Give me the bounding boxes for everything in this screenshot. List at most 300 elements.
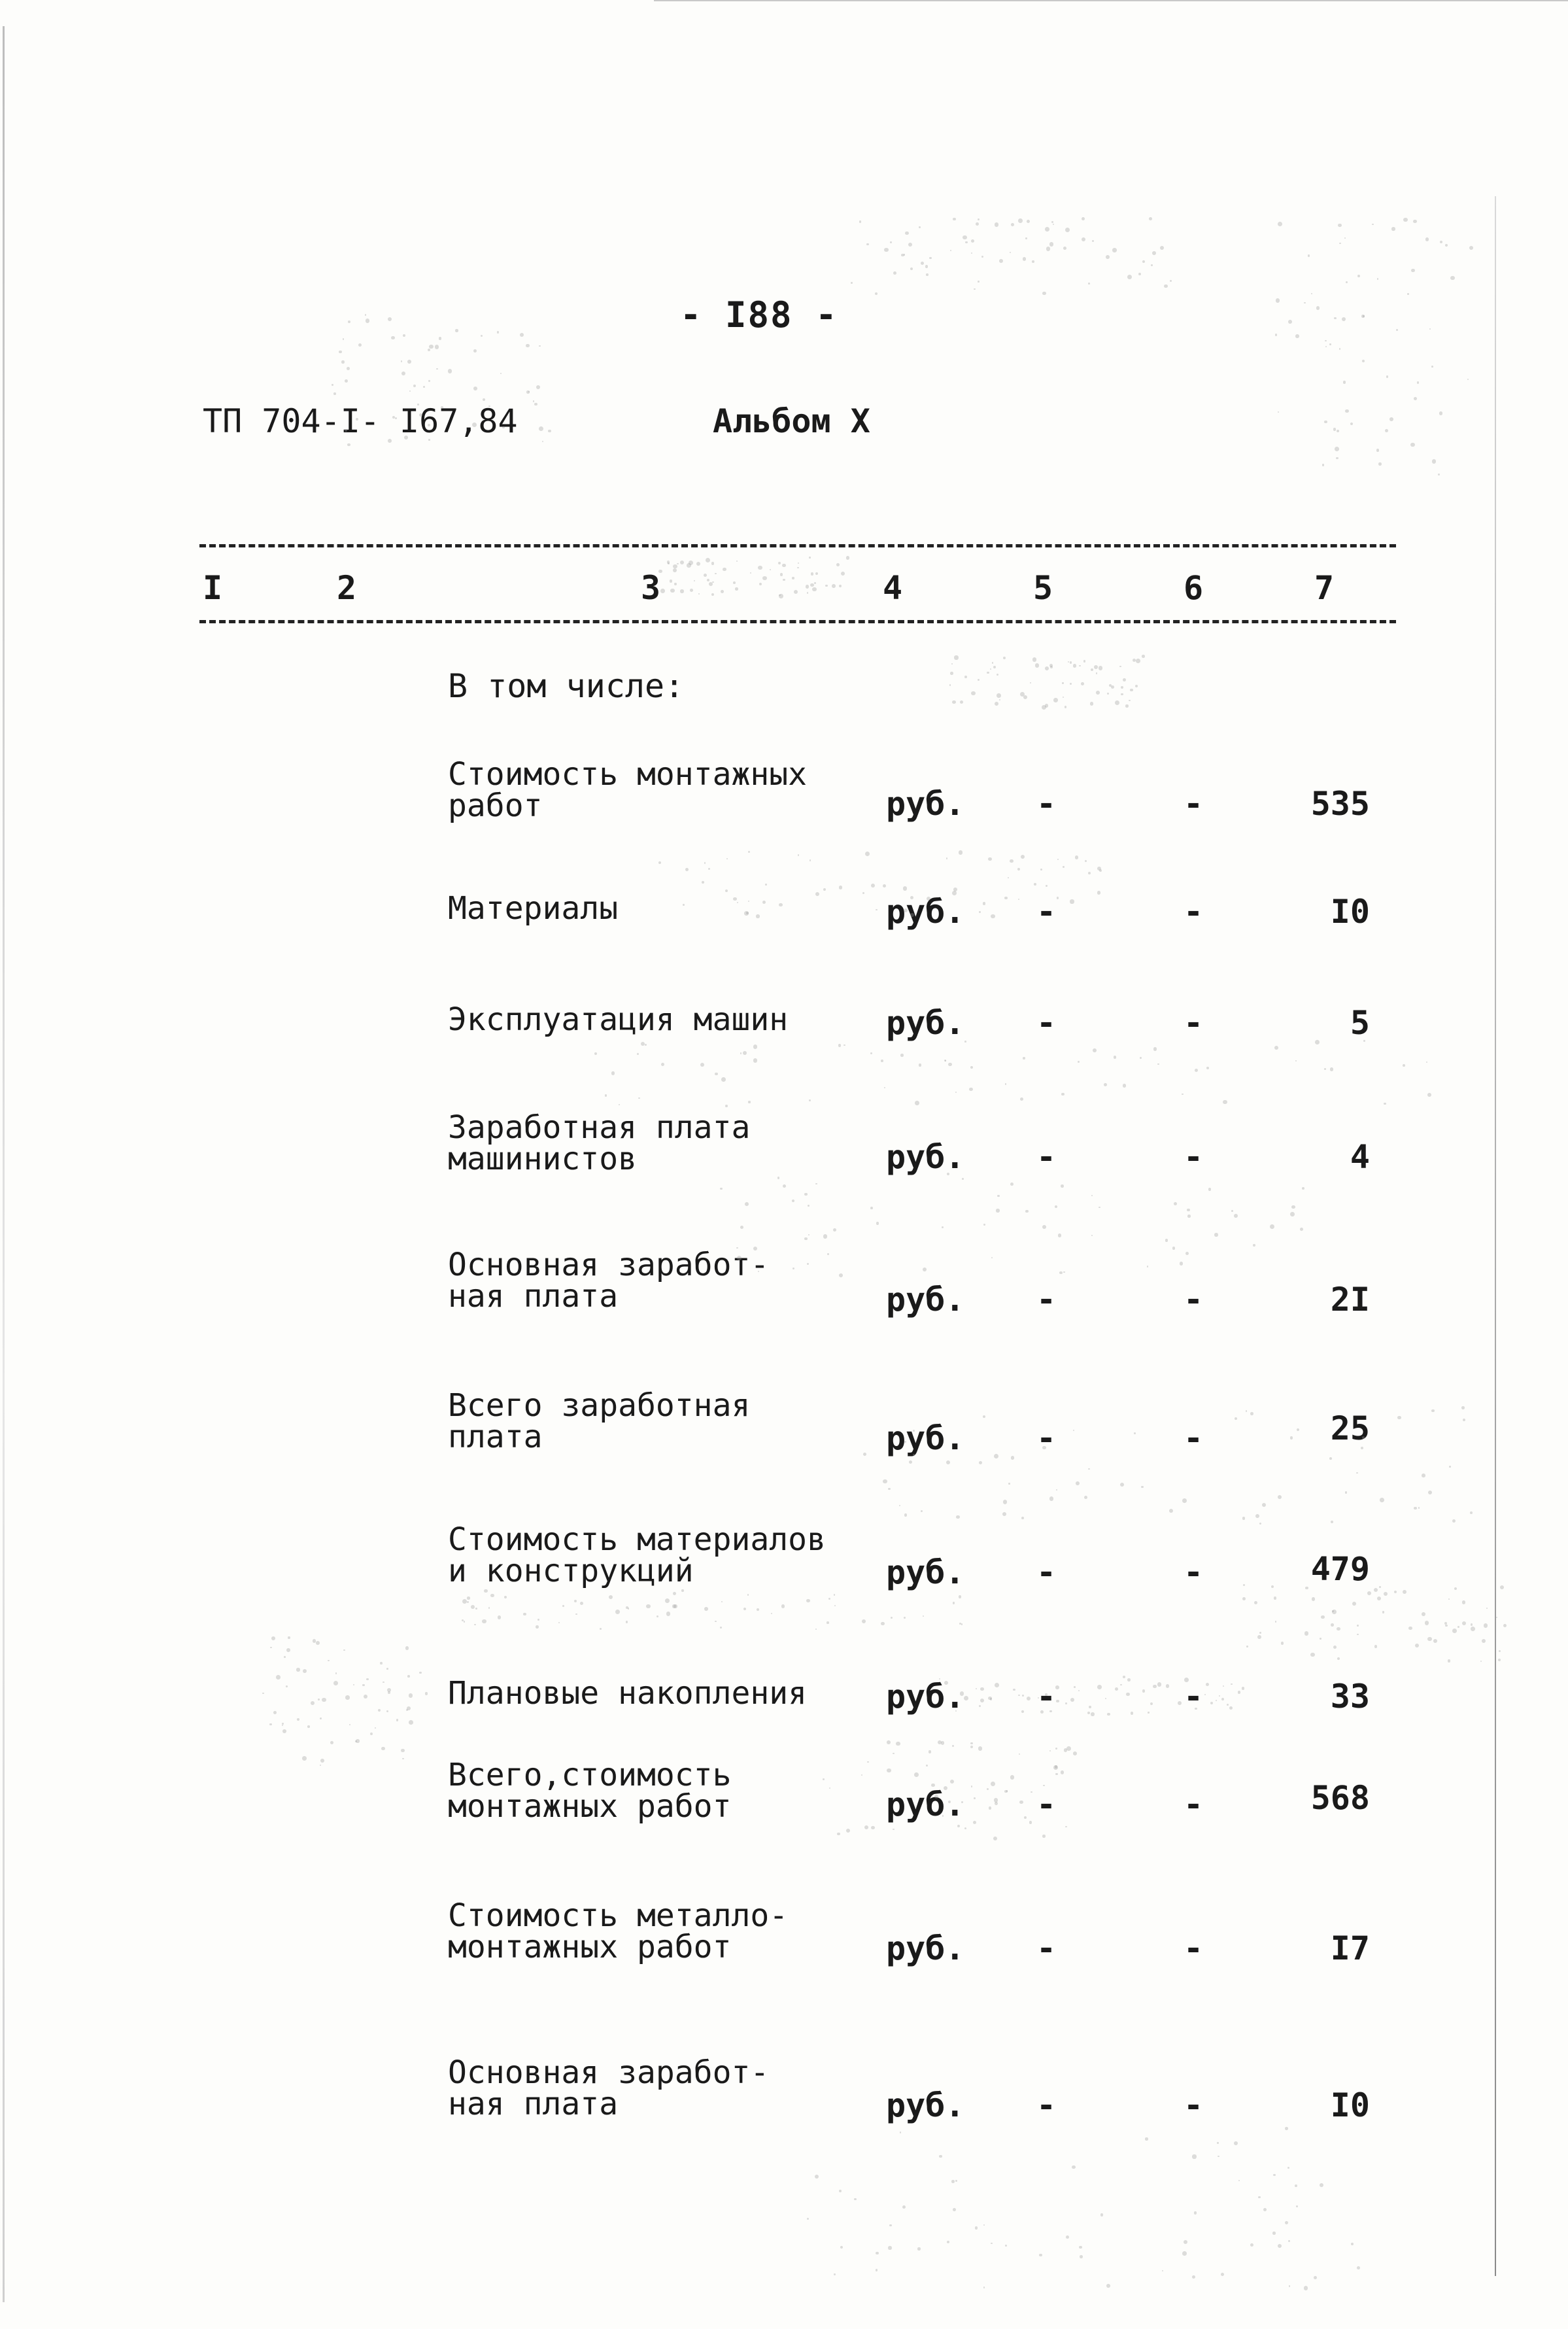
scan-speckle [1223, 1685, 1224, 1687]
scan-speckle [995, 222, 998, 226]
scan-speckle [725, 1105, 728, 1107]
scan-speckle [405, 1646, 409, 1650]
scan-speckle [1427, 1637, 1432, 1642]
scan-speckle [1310, 1653, 1315, 1657]
scan-speckle [1070, 899, 1074, 903]
scan-speckle [1285, 2221, 1288, 2224]
scan-speckle [1057, 859, 1059, 860]
scan-speckle [1278, 2244, 1282, 2248]
scan-speckle [615, 1610, 620, 1614]
scan-speckle [953, 2208, 956, 2211]
scan-speckle [1471, 1627, 1475, 1631]
scan-speckle [1070, 683, 1072, 685]
scan-speckle [407, 1706, 411, 1710]
scan-speckle [1180, 1262, 1183, 1265]
scan-speckle [991, 1782, 995, 1786]
scan-speckle [1214, 1233, 1218, 1236]
scan-speckle [896, 1742, 900, 1746]
scan-speckle [383, 1682, 384, 1683]
scan-speckle [1020, 692, 1025, 697]
scan-speckle [1090, 702, 1093, 705]
row-description: Эксплуатация машин [448, 1001, 789, 1038]
scan-speckle [409, 1720, 413, 1725]
scan-speckle [771, 1613, 772, 1614]
scan-speckle [978, 1746, 982, 1750]
scan-speckle [1130, 689, 1133, 691]
scan-speckle [1498, 1659, 1501, 1661]
scan-speckle [1011, 1456, 1014, 1459]
scan-speckle [498, 1615, 501, 1619]
scan-speckle [1219, 1695, 1221, 1697]
column-header-7: 7 [1314, 569, 1335, 607]
column-header-4: 4 [882, 569, 903, 607]
scan-speckle [1357, 275, 1360, 277]
scan-speckle [611, 1071, 615, 1075]
scan-speckle [947, 2241, 949, 2243]
scan-speckle [670, 579, 673, 583]
scan-speckle [756, 914, 759, 918]
scan-speckle [1151, 264, 1153, 266]
scan-speckle [720, 1627, 722, 1629]
scan-speckle [358, 343, 362, 347]
scan-speckle [965, 241, 967, 243]
scan-speckle [1290, 1212, 1295, 1216]
scan-speckle [1271, 1585, 1274, 1588]
scan-speckle [804, 1237, 807, 1240]
scan-speckle [1049, 1750, 1051, 1752]
scan-speckle [899, 1505, 900, 1506]
row-description: Стоимость металло- монтажных работ [448, 1897, 789, 1965]
row-description: Основная заработ- ная плата [448, 1247, 770, 1315]
scan-speckle [1216, 1700, 1217, 1701]
scan-speckle [1080, 2255, 1083, 2258]
scan-speckle [1088, 872, 1091, 874]
scan-speckle [1499, 1650, 1501, 1652]
scan-speckle [839, 886, 843, 889]
scan-speckle [946, 1460, 951, 1465]
scan-speckle [945, 1060, 946, 1061]
scan-speckle [1081, 682, 1084, 685]
scan-speckle [1448, 1659, 1451, 1663]
scan-speckle [638, 1097, 639, 1099]
scan-speckle [1106, 2284, 1110, 2288]
scan-speckle [1275, 334, 1277, 336]
scan-speckle [997, 674, 998, 676]
scan-speckle [1457, 1626, 1459, 1628]
scan-speckle [1017, 868, 1020, 871]
scan-speckle [983, 1415, 985, 1418]
scan-speckle [575, 1613, 577, 1615]
scan-speckle [409, 1693, 413, 1697]
scan-speckle [343, 338, 344, 339]
scan-speckle [812, 587, 816, 591]
scan-speckle [1078, 1690, 1080, 1691]
scan-speckle [1084, 1496, 1087, 1499]
scan-speckle [978, 281, 980, 283]
scan-speckle [403, 334, 406, 337]
row-col6: - [1183, 785, 1204, 823]
scan-speckle [1019, 1801, 1023, 1804]
scan-speckle [1066, 1746, 1071, 1751]
scan-speckle [1135, 685, 1138, 687]
scan-speckle [891, 1617, 893, 1619]
scan-speckle [1259, 1523, 1261, 1525]
scan-speckle [1140, 1057, 1142, 1059]
scan-speckle [428, 349, 430, 351]
scan-speckle [1345, 409, 1348, 413]
scan-speckle [395, 417, 397, 419]
scan-speckle [747, 1594, 749, 1595]
scan-speckle [1321, 1615, 1325, 1619]
scan-speckle [939, 2155, 942, 2158]
scan-speckle [1046, 247, 1051, 251]
scan-speckle [867, 1761, 869, 1763]
scan-speckle [851, 282, 853, 284]
scan-speckle [1462, 1621, 1466, 1625]
scan-speckle [1407, 293, 1409, 295]
scan-speckle [1469, 246, 1473, 250]
scan-speckle [883, 884, 886, 888]
scan-speckle [1153, 1685, 1157, 1689]
scan-speckle [475, 1608, 477, 1610]
scan-speckle [378, 1709, 381, 1712]
scan-speckle [1336, 457, 1338, 459]
scan-speckle [1097, 867, 1101, 871]
scan-speckle [1187, 1215, 1190, 1217]
scan-speckle [488, 1607, 490, 1609]
scan-speckle [1285, 2127, 1288, 2130]
scan-speckle [914, 1772, 919, 1777]
scan-speckle [1329, 1457, 1332, 1460]
scan-speckle [770, 569, 771, 570]
scan-speckle [1053, 224, 1054, 225]
scan-speckle [1096, 691, 1100, 695]
scan-speckle [1342, 317, 1346, 321]
scan-speckle [471, 1605, 475, 1609]
scan-speckle [841, 572, 845, 576]
scan-speckle [1482, 1639, 1486, 1643]
scan-speckle [1206, 1067, 1209, 1069]
scan-speckle [974, 288, 976, 290]
scan-speckle [1238, 2180, 1240, 2181]
scan-speckle [956, 1515, 960, 1519]
scan-speckle [464, 1621, 466, 1623]
scan-speckle [1049, 242, 1054, 247]
scan-speckle [1023, 1057, 1025, 1060]
scan-speckle [388, 1691, 390, 1694]
scan-speckle [1331, 1521, 1333, 1523]
scan-speckle [1204, 1694, 1206, 1695]
scan-speckle [919, 1063, 921, 1066]
scan-speckle [1311, 293, 1312, 294]
scan-speckle [876, 2269, 878, 2271]
row-description: Основная заработ- ная плата [448, 2054, 770, 2122]
scan-speckle [1454, 1587, 1457, 1590]
scan-speckle [1361, 315, 1364, 317]
scan-speckle [1357, 1634, 1359, 1636]
scan-speckle [1092, 240, 1094, 242]
scan-speckle [307, 1725, 309, 1727]
scan-speckle [808, 1205, 810, 1207]
scan-speckle [375, 1727, 376, 1729]
album-label: Альбом X [713, 402, 870, 440]
scan-speckle [1121, 686, 1123, 689]
scan-speckle [1169, 1509, 1173, 1513]
scan-speckle [1440, 241, 1442, 243]
scan-speckle [273, 1711, 277, 1714]
scan-speckle [1003, 657, 1006, 659]
scan-speckle [743, 1608, 746, 1610]
scan-speckle [1068, 661, 1069, 663]
scan-speckle [1192, 2154, 1196, 2158]
scan-speckle [1274, 1046, 1278, 1050]
scan-speckle [646, 1604, 651, 1609]
scan-speckle [689, 561, 693, 565]
scan-speckle [1152, 251, 1156, 255]
scan-speckle [404, 436, 408, 440]
scan-speckle [539, 426, 543, 431]
scan-speckle [929, 1750, 932, 1753]
row-description: Всего заработная плата [448, 1387, 751, 1455]
scan-speckle [1414, 397, 1417, 400]
scan-speckle [964, 1827, 966, 1829]
scan-speckle [779, 594, 783, 598]
scan-speckle [391, 336, 394, 339]
scan-speckle [1045, 227, 1049, 232]
scan-speckle [953, 888, 957, 891]
scan-speckle [1295, 334, 1299, 338]
scan-speckle [1019, 1753, 1021, 1755]
scan-speckle [1133, 659, 1136, 662]
scan-speckle [919, 226, 920, 228]
scan-speckle [721, 1601, 723, 1602]
scan-speckle [834, 1605, 836, 1606]
scan-speckle [876, 1222, 879, 1225]
scan-speckle [658, 861, 661, 864]
scan-speckle [1157, 1063, 1159, 1065]
scan-speckle [1433, 1639, 1437, 1643]
scan-speckle [609, 1595, 613, 1599]
scan-speckle [262, 1693, 264, 1695]
scan-speckle [1295, 1060, 1297, 1061]
scan-speckle [1238, 1691, 1241, 1694]
scan-speckle [715, 1621, 716, 1622]
scan-speckle [626, 1621, 628, 1623]
scan-speckle [994, 1798, 998, 1802]
scan-speckle [1129, 700, 1131, 702]
scan-speckle [1160, 246, 1164, 250]
scan-speckle [1011, 223, 1014, 226]
scan-speckle [1223, 1100, 1227, 1105]
scan-speckle [902, 2205, 906, 2209]
scan-speckle [952, 700, 955, 704]
scan-speckle [1149, 217, 1152, 220]
scan-speckle [917, 2247, 920, 2250]
scan-speckle [537, 1619, 539, 1621]
scan-speckle [1218, 2156, 1219, 2157]
scan-speckle [562, 1605, 564, 1607]
scan-speckle [1372, 224, 1373, 225]
scan-speckle [1274, 1596, 1277, 1600]
scan-speckle [1297, 1428, 1299, 1431]
scan-speckle [484, 1589, 487, 1593]
scan-speckle [1339, 348, 1341, 350]
scan-speckle [1114, 1056, 1117, 1059]
scan-speckle [473, 349, 477, 353]
scan-speckle [1042, 292, 1046, 296]
scan-speckle [1312, 1597, 1316, 1601]
scan-speckle [355, 1740, 357, 1742]
scan-speckle [318, 1699, 319, 1700]
scan-speckle [951, 663, 953, 665]
scan-speckle [809, 1099, 811, 1101]
column-header-2: 2 [336, 569, 357, 607]
scan-speckle [959, 1595, 962, 1598]
scan-speckle [953, 218, 956, 221]
column-header-3: 3 [640, 569, 661, 607]
scan-speckle [1304, 2286, 1308, 2290]
scan-speckle [825, 585, 828, 587]
scan-speckle [1184, 1678, 1189, 1682]
row-description: Стоимость материалов и конструкций [448, 1521, 826, 1589]
scan-speckle [1411, 269, 1415, 273]
scan-speckle [1008, 877, 1009, 878]
scan-speckle [929, 257, 932, 260]
scan-speckle [1119, 666, 1121, 668]
row-unit: руб. [886, 2086, 965, 2124]
scan-speckle [900, 2131, 902, 2133]
scan-speckle [302, 1756, 307, 1761]
scan-speckle [1305, 1587, 1308, 1590]
scan-speckle [1057, 897, 1059, 899]
scan-speckle [827, 1253, 829, 1255]
scan-speckle [1123, 678, 1126, 681]
scan-speckle [827, 1621, 829, 1624]
scan-speckle [904, 908, 908, 912]
scan-speckle [1008, 1483, 1010, 1484]
scan-speckle [1386, 375, 1388, 377]
scan-speckle [1438, 474, 1440, 476]
row-description: Материалы [448, 890, 619, 927]
scan-speckle [345, 1695, 349, 1699]
scan-speckle [1242, 1597, 1246, 1600]
scan-speckle [386, 1668, 388, 1670]
column-header-5: 5 [1032, 569, 1053, 607]
scan-speckle [1076, 1481, 1080, 1485]
row-col5: - [1036, 1004, 1057, 1042]
scan-speckle [1374, 1645, 1378, 1648]
scan-speckle [534, 403, 537, 405]
scan-speckle [1429, 328, 1431, 330]
scan-speckle [388, 317, 392, 321]
scan-speckle [1032, 260, 1034, 263]
scan-speckle [981, 256, 983, 258]
scan-speckle [711, 593, 714, 596]
scan-speckle [1231, 1210, 1233, 1212]
scan-speckle [978, 218, 980, 220]
scan-speckle [871, 884, 875, 888]
scan-speckle [866, 243, 868, 245]
scan-speckle [276, 1675, 281, 1680]
scan-speckle [1091, 668, 1093, 671]
scan-speckle [1141, 1486, 1143, 1488]
scan-speckle [1010, 859, 1014, 863]
scan-speckle [1040, 869, 1042, 871]
scan-speckle [941, 1741, 944, 1744]
scan-speckle [815, 1183, 817, 1185]
scan-speckle [1431, 1409, 1434, 1412]
scan-speckle [1004, 897, 1008, 900]
page-number: - I88 - [680, 294, 838, 336]
scan-speckle [320, 1765, 321, 1766]
scan-speckle [370, 1733, 373, 1735]
scan-speckle [925, 265, 928, 267]
scan-speckle [1253, 1244, 1255, 1247]
scan-speckle [1094, 665, 1098, 669]
scan-speckle [987, 672, 989, 674]
scan-speckle [1111, 685, 1114, 689]
scan-speckle [402, 1758, 403, 1759]
scan-speckle [1089, 1706, 1091, 1708]
scan-speckle [388, 439, 392, 443]
scan-speckle [1278, 411, 1280, 413]
scan-speckle [1289, 2285, 1290, 2286]
scan-speckle [810, 583, 814, 587]
scan-speckle [834, 1594, 836, 1596]
scan-speckle [1329, 343, 1331, 345]
scan-speckle [1046, 885, 1048, 887]
scan-speckle [948, 1063, 951, 1066]
scan-speckle [961, 1623, 963, 1625]
row-col7: 4 [1350, 1138, 1370, 1176]
scan-speckle [396, 1719, 398, 1721]
scan-speckle [481, 335, 483, 337]
scan-speckle [303, 1669, 307, 1673]
scan-speckle [1063, 247, 1066, 250]
scan-speckle [502, 426, 504, 428]
scan-speckle [1035, 663, 1040, 668]
scan-speckle [909, 1460, 912, 1464]
scan-speckle [1259, 1632, 1261, 1634]
scan-speckle [991, 914, 995, 919]
scan-speckle [1040, 1710, 1044, 1714]
scan-speckle [950, 250, 951, 251]
scan-speckle [1105, 1698, 1107, 1700]
scan-speckle [1339, 243, 1341, 245]
scan-speckle [1010, 1182, 1014, 1186]
scan-speckle [990, 668, 991, 670]
scan-speckle [1361, 1447, 1363, 1449]
scan-speckle [991, 2243, 993, 2245]
scan-speckle [333, 392, 336, 395]
scan-speckle [995, 1802, 998, 1805]
scan-speckle [833, 1228, 836, 1232]
scan-speckle [991, 1257, 993, 1258]
scan-speckle [1246, 1410, 1248, 1412]
scan-speckle [1384, 1592, 1388, 1596]
scan-speckle [1134, 1432, 1136, 1434]
scan-speckle [366, 319, 369, 322]
scan-speckle [926, 273, 929, 276]
scan-speckle [1072, 2165, 1076, 2169]
scan-speckle [1032, 657, 1036, 661]
scan-speckle [959, 1623, 961, 1625]
scan-speckle [1324, 1068, 1326, 1070]
scan-speckle [677, 563, 679, 565]
scan-speckle [838, 1044, 841, 1046]
scan-speckle [536, 1625, 539, 1629]
column-header-6: 6 [1183, 569, 1204, 607]
